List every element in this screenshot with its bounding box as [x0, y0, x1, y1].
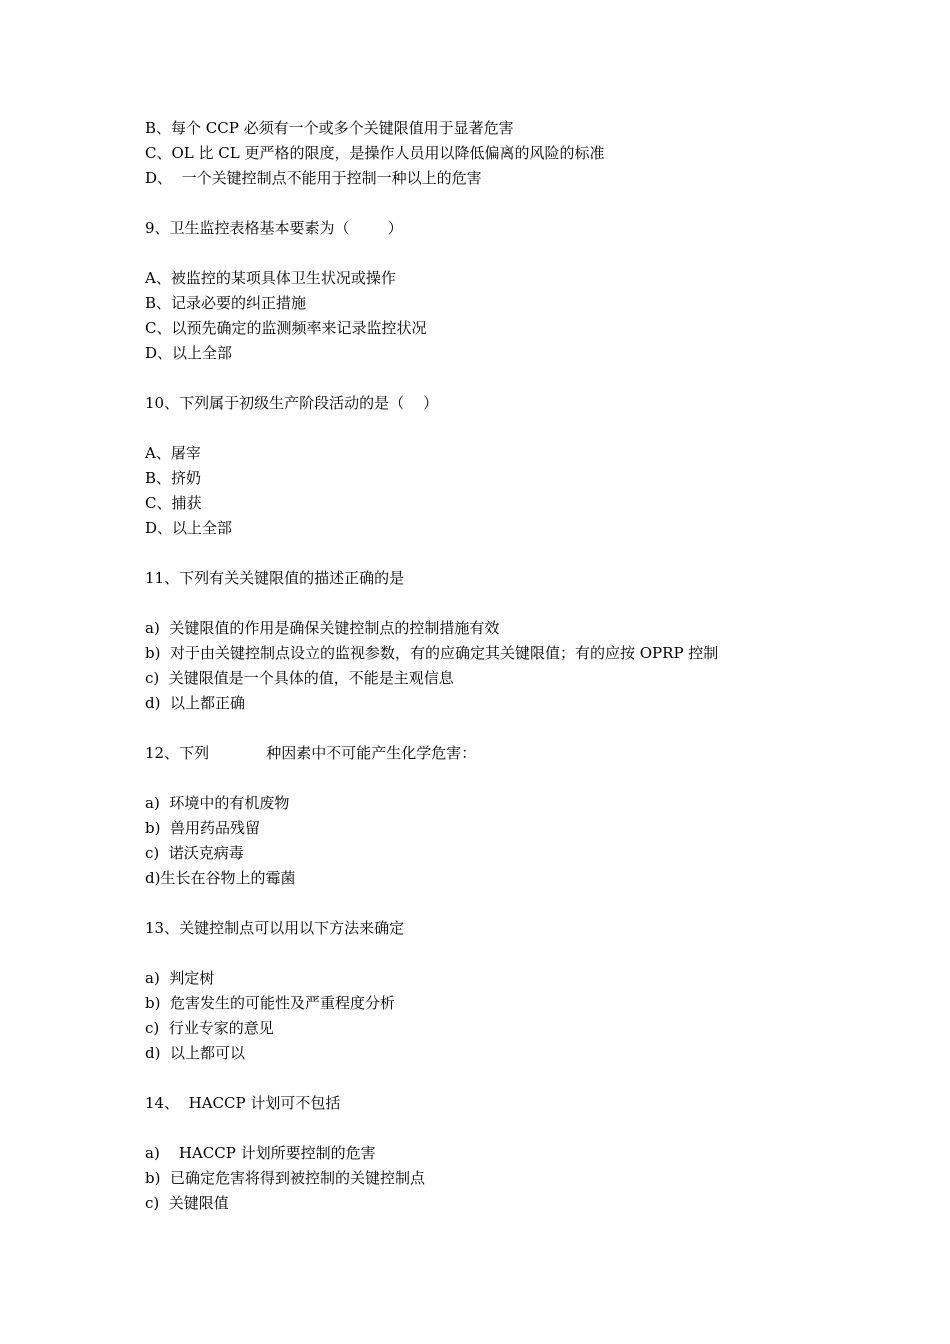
option-10-b: B、挤奶 [145, 469, 202, 487]
spacer [145, 416, 905, 441]
option-13-c: c) 行业专家的意见 [145, 1019, 274, 1037]
spacer [145, 891, 905, 916]
question-list [145, 116, 905, 1216]
option-11-b: b) 对于由关键控制点设立的监视参数，有的应确定其关键限值；有的应按 OPRP 控制 [145, 644, 719, 662]
option-8-d: D、 一个关键控制点不能用于控制一种以上的危害 [145, 169, 482, 187]
option-12-b: b) 兽用药品残留 [145, 819, 260, 837]
question-9-text: 9、卫生监控表格基本要素为（ ） [145, 219, 403, 237]
spacer [145, 591, 905, 616]
option-9-d: D、以上全部 [145, 344, 233, 362]
question-11-options [145, 616, 905, 716]
option-8-c: C、OL 比 CL 更严格的限度，是操作人员用以降低偏离的风险的标准 [145, 144, 605, 162]
spacer [145, 716, 905, 741]
spacer [145, 191, 905, 216]
question-8-options [145, 116, 905, 191]
option-14-a: a) HACCP 计划所要控制的危害 [145, 1144, 376, 1162]
option-9-b: B、记录必要的纠正措施 [145, 294, 307, 312]
option-10-a: A、屠宰 [145, 444, 201, 462]
spacer [145, 241, 905, 266]
question-12-options [145, 791, 905, 891]
spacer [145, 541, 905, 566]
option-12-c: c) 诺沃克病毒 [145, 844, 244, 862]
question-10-text: 10、下列属于初级生产阶段活动的是（ ） [145, 394, 439, 412]
spacer [145, 1116, 905, 1141]
option-9-c: C、以预先确定的监测频率来记录监控状况 [145, 319, 427, 337]
option-11-d: d) 以上都正确 [145, 694, 245, 712]
option-14-c: c) 关键限值 [145, 1194, 229, 1212]
option-12-d: d)生长在谷物上的霉菌 [145, 869, 296, 887]
spacer [145, 366, 905, 391]
option-11-c: c) 关键限值是一个具体的值，不能是主观信息 [145, 669, 454, 687]
option-9-a: A、被监控的某项具体卫生状况或操作 [145, 269, 396, 287]
option-13-b: b) 危害发生的可能性及严重程度分析 [145, 994, 395, 1012]
option-8-b: B、每个 CCP 必须有一个或多个关键限值用于显著危害 [145, 119, 514, 137]
option-10-d: D、以上全部 [145, 519, 233, 537]
question-13-text: 13、关键控制点可以用以下方法来确定 [145, 919, 405, 937]
spacer [145, 1066, 905, 1091]
spacer [145, 941, 905, 966]
question-14-text: 14、 HACCP 计划可不包括 [145, 1094, 341, 1112]
option-11-a: a) 关键限值的作用是确保关键控制点的控制措施有效 [145, 619, 500, 637]
option-13-a: a) 判定树 [145, 969, 215, 987]
option-14-b: b) 已确定危害将得到被控制的关键控制点 [145, 1169, 425, 1187]
question-10-options [145, 441, 905, 541]
question-9-options [145, 266, 905, 366]
question-12-text: 12、下列 种因素中不可能产生化学危害： [145, 744, 477, 762]
option-12-a: a) 环境中的有机废物 [145, 794, 290, 812]
question-11-text: 11、下列有关关键限值的描述正确的是 [145, 569, 405, 587]
option-10-c: C、捕获 [145, 494, 202, 512]
option-13-d: d) 以上都可以 [145, 1044, 245, 1062]
question-14-options [145, 1141, 905, 1216]
spacer [145, 766, 905, 791]
question-13-options [145, 966, 905, 1066]
